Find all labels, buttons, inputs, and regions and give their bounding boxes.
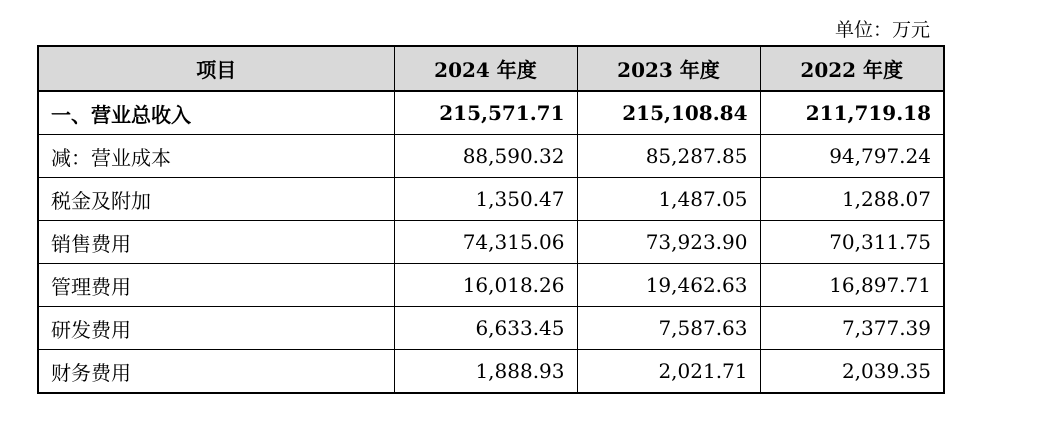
- unit-note: 单位：万元: [834, 19, 930, 41]
- row-label: 税金及附加: [38, 178, 394, 221]
- row-label: 管理费用: [38, 264, 394, 307]
- table-row-operating-cost: [38, 135, 944, 178]
- table-row-selling-expenses: [38, 221, 944, 264]
- table-body: [38, 91, 944, 393]
- header-item: 项目: [38, 46, 394, 91]
- value-2023: 1,487.05: [577, 178, 760, 221]
- value-2023: 73,923.90: [577, 221, 760, 264]
- value-2024: 6,633.45: [394, 307, 577, 350]
- value-2024: 74,315.06: [394, 221, 577, 264]
- value-2024: 215,571.71: [394, 91, 577, 135]
- value-2022: 2,039.35: [760, 350, 944, 394]
- value-2024: 16,018.26: [394, 264, 577, 307]
- value-2023: 2,021.71: [577, 350, 760, 394]
- value-2024: 1,350.47: [394, 178, 577, 221]
- table-row-financial-expenses: [38, 350, 944, 394]
- income-statement-table: [37, 45, 945, 394]
- table-row-taxes-surcharges: [38, 178, 944, 221]
- row-label: 减：营业成本: [38, 135, 394, 178]
- table-row-total-revenue: [38, 91, 944, 135]
- row-label: 销售费用: [38, 221, 394, 264]
- value-2023: 7,587.63: [577, 307, 760, 350]
- table-row-rd-expenses: [38, 307, 944, 350]
- value-2022: 94,797.24: [760, 135, 944, 178]
- value-2022: 7,377.39: [760, 307, 944, 350]
- value-2023: 19,462.63: [577, 264, 760, 307]
- value-2024: 88,590.32: [394, 135, 577, 178]
- row-label: 财务费用: [38, 350, 394, 394]
- value-2023: 85,287.85: [577, 135, 760, 178]
- row-label: 研发费用: [38, 307, 394, 350]
- header-year-2024: 2024 年度: [394, 46, 577, 91]
- row-label: 一、营业总收入: [38, 91, 394, 135]
- value-2024: 1,888.93: [394, 350, 577, 394]
- header-year-2023: 2023 年度: [577, 46, 760, 91]
- value-2022: 1,288.07: [760, 178, 944, 221]
- table-header: [38, 46, 944, 91]
- value-2023: 215,108.84: [577, 91, 760, 135]
- header-year-2022: 2022 年度: [760, 46, 944, 91]
- value-2022: 16,897.71: [760, 264, 944, 307]
- value-2022: 70,311.75: [760, 221, 944, 264]
- table-row-admin-expenses: [38, 264, 944, 307]
- header-row: [38, 46, 944, 91]
- value-2022: 211,719.18: [760, 91, 944, 135]
